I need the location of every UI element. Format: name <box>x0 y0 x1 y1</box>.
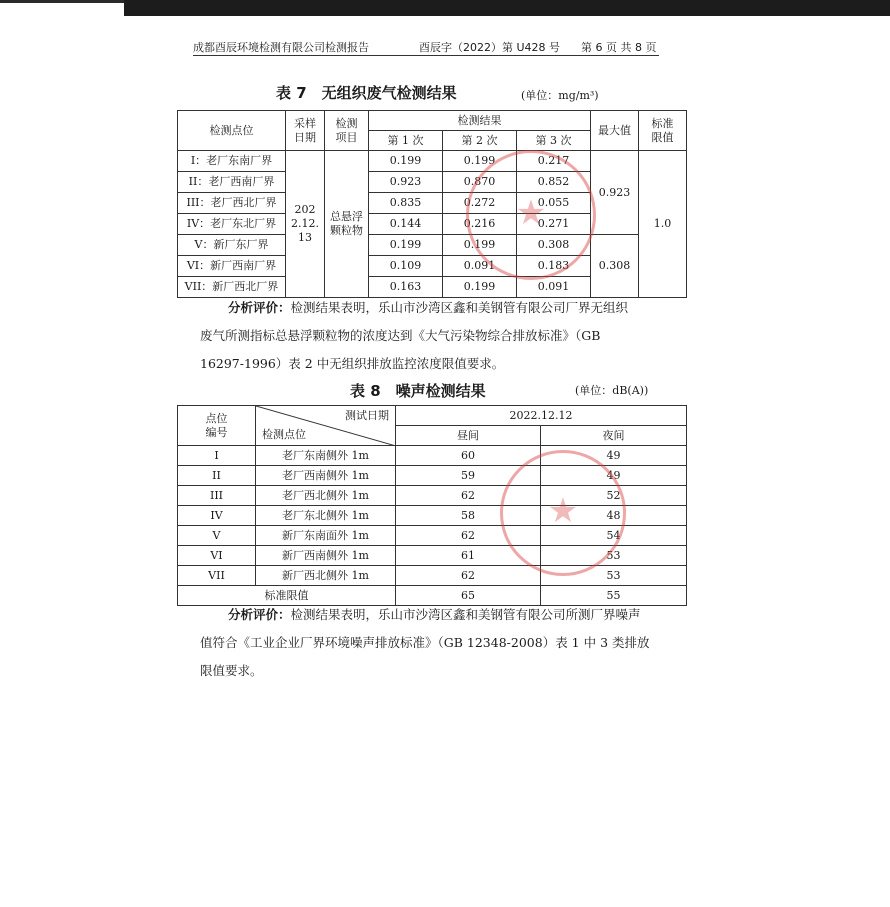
t8-point: 老厂东南侧外 1m <box>256 446 396 466</box>
t7-v3: 0.055 <box>517 193 591 214</box>
t8-no: I <box>178 446 256 466</box>
t7-v3: 0.852 <box>517 172 591 193</box>
analysis1-line1: 分析评价：检测结果表明，乐山市沙湾区鑫和美钢管有限公司厂界无组织 <box>228 300 629 315</box>
t7-v1: 0.199 <box>369 235 443 256</box>
t8-limit-night: 55 <box>541 586 687 606</box>
table-row <box>178 235 687 256</box>
analysis1-label: 分析评价： <box>228 300 291 315</box>
analysis2-line1: 分析评价：检测结果表明，乐山市沙湾区鑫和美钢管有限公司所测厂界噪声 <box>228 607 641 622</box>
table-row <box>178 586 687 606</box>
t7-v1: 0.835 <box>369 193 443 214</box>
t7-v2: 0.216 <box>443 214 517 235</box>
t7-head-max: 最大值 <box>591 111 639 151</box>
t8-point: 新厂东南面外 1m <box>256 526 396 546</box>
t7-point: VII：新厂西北厂界 <box>178 277 286 298</box>
t7-item: 总悬浮颗粒物 <box>325 151 369 298</box>
t8-head-date: 2022.12.12 <box>396 406 687 426</box>
table7 <box>177 110 687 298</box>
t7-head-date: 采样日期 <box>286 111 325 151</box>
t8-no: II <box>178 466 256 486</box>
t8-day: 61 <box>396 546 541 566</box>
t8-day: 58 <box>396 506 541 526</box>
table8-unit: (单位：dB(A)) <box>575 384 649 397</box>
t7-v1: 0.163 <box>369 277 443 298</box>
t7-v3: 0.183 <box>517 256 591 277</box>
t8-limit-day: 65 <box>396 586 541 606</box>
t8-night: 52 <box>541 486 687 506</box>
t7-v2: 0.272 <box>443 193 517 214</box>
t7-v2: 0.199 <box>443 235 517 256</box>
t7-v2: 0.199 <box>443 277 517 298</box>
official-seal-stamp <box>500 450 626 576</box>
t7-max-new: 0.308 <box>591 235 639 298</box>
official-seal-stamp <box>466 150 596 280</box>
t7-head-point: 检测点位 <box>178 111 286 151</box>
table7-unit: (单位：mg/m³) <box>521 89 599 102</box>
table7-title: 表 7 无组织废气检测结果 <box>276 84 457 102</box>
t8-head-day: 昼间 <box>396 426 541 446</box>
t7-point: I：老厂东南厂界 <box>178 151 286 172</box>
t7-head-results: 检测结果 <box>369 111 591 131</box>
t8-point: 老厂东北侧外 1m <box>256 506 396 526</box>
t7-point: V：新厂东厂界 <box>178 235 286 256</box>
page-header <box>193 37 659 55</box>
t8-no: IV <box>178 506 256 526</box>
t8-no: VII <box>178 566 256 586</box>
table-row <box>178 151 687 172</box>
analysis2-line2: 值符合《工业企业厂界环境噪声排放标准》（GB 12348-2008）表 1 中 3 类排放 <box>200 635 650 650</box>
t8-head-night: 夜间 <box>541 426 687 446</box>
t7-head-r1: 第 1 次 <box>369 131 443 151</box>
t7-v3: 0.217 <box>517 151 591 172</box>
t7-max-old: 0.923 <box>591 151 639 235</box>
t7-v1: 0.199 <box>369 151 443 172</box>
t7-v3: 0.271 <box>517 214 591 235</box>
t7-v2: 0.199 <box>443 151 517 172</box>
t7-head-item: 检测项目 <box>325 111 369 151</box>
t7-point: VI：新厂西南厂界 <box>178 256 286 277</box>
t8-point: 新厂西南侧外 1m <box>256 546 396 566</box>
header-company: 成都酉辰环境检测有限公司检测报告 <box>193 41 369 54</box>
t7-v1: 0.923 <box>369 172 443 193</box>
t8-night: 53 <box>541 546 687 566</box>
t8-no: VI <box>178 546 256 566</box>
t7-head-r3: 第 3 次 <box>517 131 591 151</box>
t8-day: 60 <box>396 446 541 466</box>
t8-head-no: 点位 编号 <box>178 406 256 446</box>
t7-v3: 0.308 <box>517 235 591 256</box>
t8-night: 49 <box>541 466 687 486</box>
scan-border-top <box>124 0 890 16</box>
t7-point: II：老厂西南厂界 <box>178 172 286 193</box>
t8-point: 老厂西南侧外 1m <box>256 466 396 486</box>
table-row <box>178 566 687 586</box>
t8-point: 老厂西北侧外 1m <box>256 486 396 506</box>
t8-day: 62 <box>396 486 541 506</box>
t8-no: V <box>178 526 256 546</box>
t8-point: 新厂西北侧外 1m <box>256 566 396 586</box>
t8-day: 59 <box>396 466 541 486</box>
t7-v2: 0.091 <box>443 256 517 277</box>
t7-v3: 0.091 <box>517 277 591 298</box>
t8-night: 53 <box>541 566 687 586</box>
t8-head-testdate: 测试日期 <box>345 409 389 422</box>
analysis2-line3: 限值要求。 <box>200 663 263 678</box>
t8-head-point: 检测点位 <box>262 428 306 442</box>
t7-point: III：老厂西北厂界 <box>178 193 286 214</box>
analysis1-line2: 废气所测指标总悬浮颗粒物的浓度达到《大气污染物综合排放标准》（GB <box>200 328 601 343</box>
t7-v2: 0.870 <box>443 172 517 193</box>
table8-title: 表 8 噪声检测结果 <box>350 382 486 400</box>
header-rule <box>193 55 659 56</box>
t8-night: 48 <box>541 506 687 526</box>
t8-limit-label: 标准限值 <box>178 586 396 606</box>
t8-head-diagonal-cell <box>256 406 396 446</box>
t7-point: IV：老厂东北厂界 <box>178 214 286 235</box>
t7-limit: 1.0 <box>639 151 687 298</box>
analysis1-line3: 16297-1996）表 2 中无组织排放监控浓度限值要求。 <box>200 356 505 371</box>
t8-no: III <box>178 486 256 506</box>
t7-date: 2022.12.13 <box>286 151 325 298</box>
header-report-no: 酉辰字（2022）第 U428 号 <box>419 41 561 54</box>
t7-v1: 0.109 <box>369 256 443 277</box>
analysis2-label: 分析评价： <box>228 607 291 622</box>
t8-night: 54 <box>541 526 687 546</box>
table-row <box>178 446 687 466</box>
t8-night: 49 <box>541 446 687 466</box>
t8-day: 62 <box>396 566 541 586</box>
t7-v1: 0.144 <box>369 214 443 235</box>
t7-head-r2: 第 2 次 <box>443 131 517 151</box>
t7-head-limit: 标准限值 <box>639 111 687 151</box>
scan-border-topleft <box>0 0 124 3</box>
header-page: 第 6 页 共 8 页 <box>581 41 657 54</box>
t8-day: 62 <box>396 526 541 546</box>
